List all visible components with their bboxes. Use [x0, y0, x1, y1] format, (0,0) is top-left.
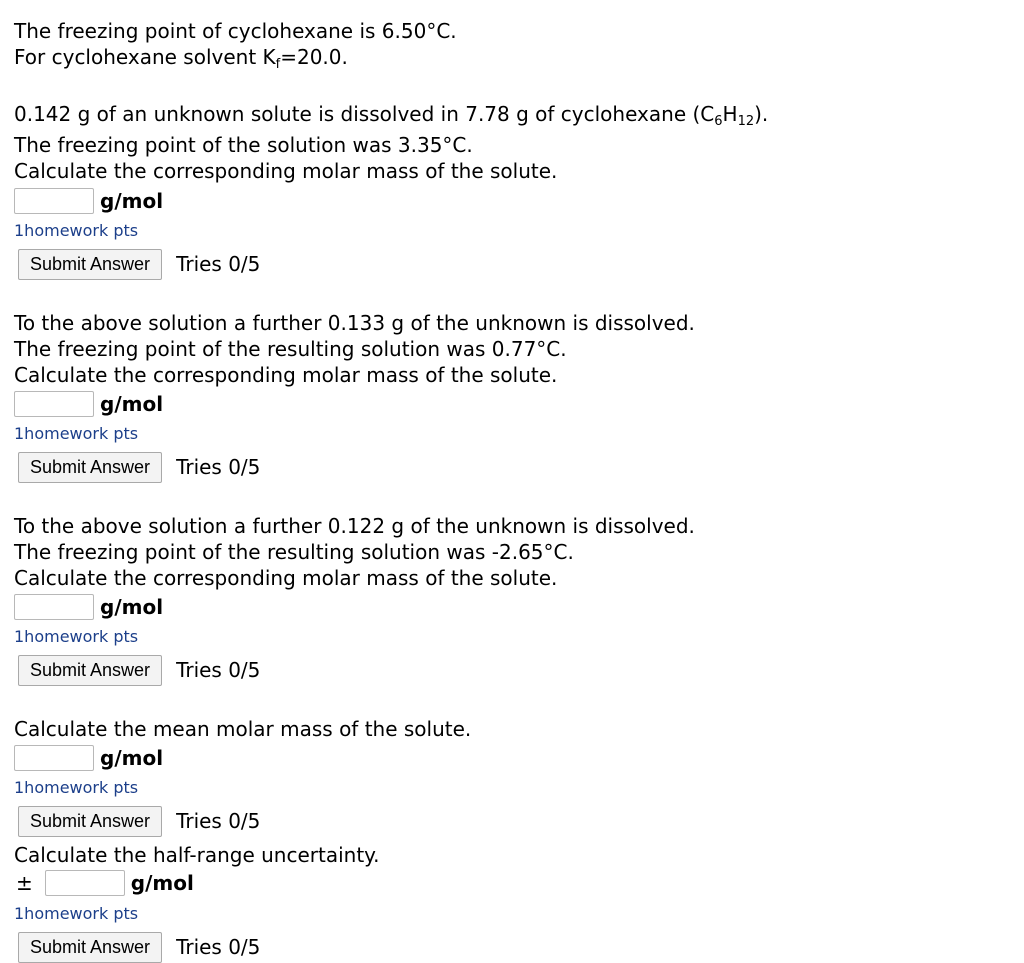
- q5-unit-label: g/mol: [130, 871, 194, 895]
- plus-minus-symbol: ±: [16, 871, 33, 895]
- q5-points-label: 1homework pts: [14, 904, 139, 923]
- q1-submit-button[interactable]: Submit Answer: [18, 249, 162, 280]
- q3-answer-input[interactable]: [14, 594, 94, 620]
- q2-tries-counter: Tries 0/5: [176, 455, 261, 479]
- q5-instruction-text: Calculate the half-range uncertainty.: [14, 843, 380, 867]
- q1-formula-sub-6: 6: [714, 114, 723, 129]
- q1-formula-sub-12: 12: [737, 114, 755, 129]
- q2-answer-row: [14, 389, 163, 419]
- q3-points-label: 1homework pts: [14, 627, 139, 646]
- q3-problem-text: To the above solution a further 0.122 g of the unknown is dissolved.: [14, 514, 695, 538]
- q2-freezing-point-text: The freezing point of the resulting solution was 0.77°C.: [14, 337, 567, 361]
- q5-submit-button[interactable]: Submit Answer: [18, 932, 162, 963]
- q5-submit-row: [18, 931, 260, 963]
- q1-points-label: 1homework pts: [14, 221, 139, 240]
- q1-problem-text: [14, 101, 768, 127]
- q1-tries-counter: Tries 0/5: [176, 252, 261, 276]
- q3-freezing-point-text: The freezing point of the resulting solution was -2.65°C.: [14, 540, 574, 564]
- q2-submit-row: [18, 451, 260, 483]
- q3-submit-button[interactable]: Submit Answer: [18, 655, 162, 686]
- q1-instruction-text: Calculate the corresponding molar mass of the solute.: [14, 159, 558, 183]
- intro-kf-prefix: For cyclohexane solvent K: [14, 45, 276, 69]
- q3-answer-row: [14, 592, 163, 622]
- q1-submit-row: [18, 248, 260, 280]
- q1-answer-row: [14, 186, 163, 216]
- intro-kf-subscript: f: [275, 57, 281, 72]
- q2-problem-text: To the above solution a further 0.133 g of the unknown is dissolved.: [14, 311, 695, 335]
- q4-answer-input[interactable]: [14, 745, 94, 771]
- q1-unit-label: g/mol: [100, 189, 164, 213]
- q4-answer-row: [14, 743, 163, 773]
- q5-tries-counter: Tries 0/5: [176, 935, 261, 959]
- q2-points-label: 1homework pts: [14, 424, 139, 443]
- q1-text-prefix: 0.142 g of an unknown solute is dissolved in 7.78 g of cyclohexane (C: [14, 102, 715, 126]
- intro-kf-suffix: =20.0.: [280, 45, 348, 69]
- q3-unit-label: g/mol: [100, 595, 164, 619]
- q4-submit-button[interactable]: Submit Answer: [18, 806, 162, 837]
- q2-answer-input[interactable]: [14, 391, 94, 417]
- q5-answer-input[interactable]: [45, 870, 125, 896]
- q2-unit-label: g/mol: [100, 392, 164, 416]
- q3-submit-row: [18, 654, 260, 686]
- q4-tries-counter: Tries 0/5: [176, 809, 261, 833]
- q3-tries-counter: Tries 0/5: [176, 658, 261, 682]
- q4-submit-row: [18, 805, 260, 837]
- q2-submit-button[interactable]: Submit Answer: [18, 452, 162, 483]
- q4-points-label: 1homework pts: [14, 778, 139, 797]
- q1-formula-h: H: [722, 102, 738, 126]
- q4-instruction-text: Calculate the mean molar mass of the solute.: [14, 717, 472, 741]
- q2-instruction-text: Calculate the corresponding molar mass of the solute.: [14, 363, 558, 387]
- q1-freezing-point-text: The freezing point of the solution was 3.35°C.: [14, 133, 473, 157]
- q1-answer-input[interactable]: [14, 188, 94, 214]
- q3-instruction-text: Calculate the corresponding molar mass of the solute.: [14, 566, 558, 590]
- q5-answer-row: [14, 868, 194, 898]
- q4-unit-label: g/mol: [100, 746, 164, 770]
- intro-kf-text: [14, 44, 348, 70]
- q1-text-suffix: ).: [754, 102, 769, 126]
- intro-freezing-point-text: The freezing point of cyclohexane is 6.50°C.: [14, 19, 457, 43]
